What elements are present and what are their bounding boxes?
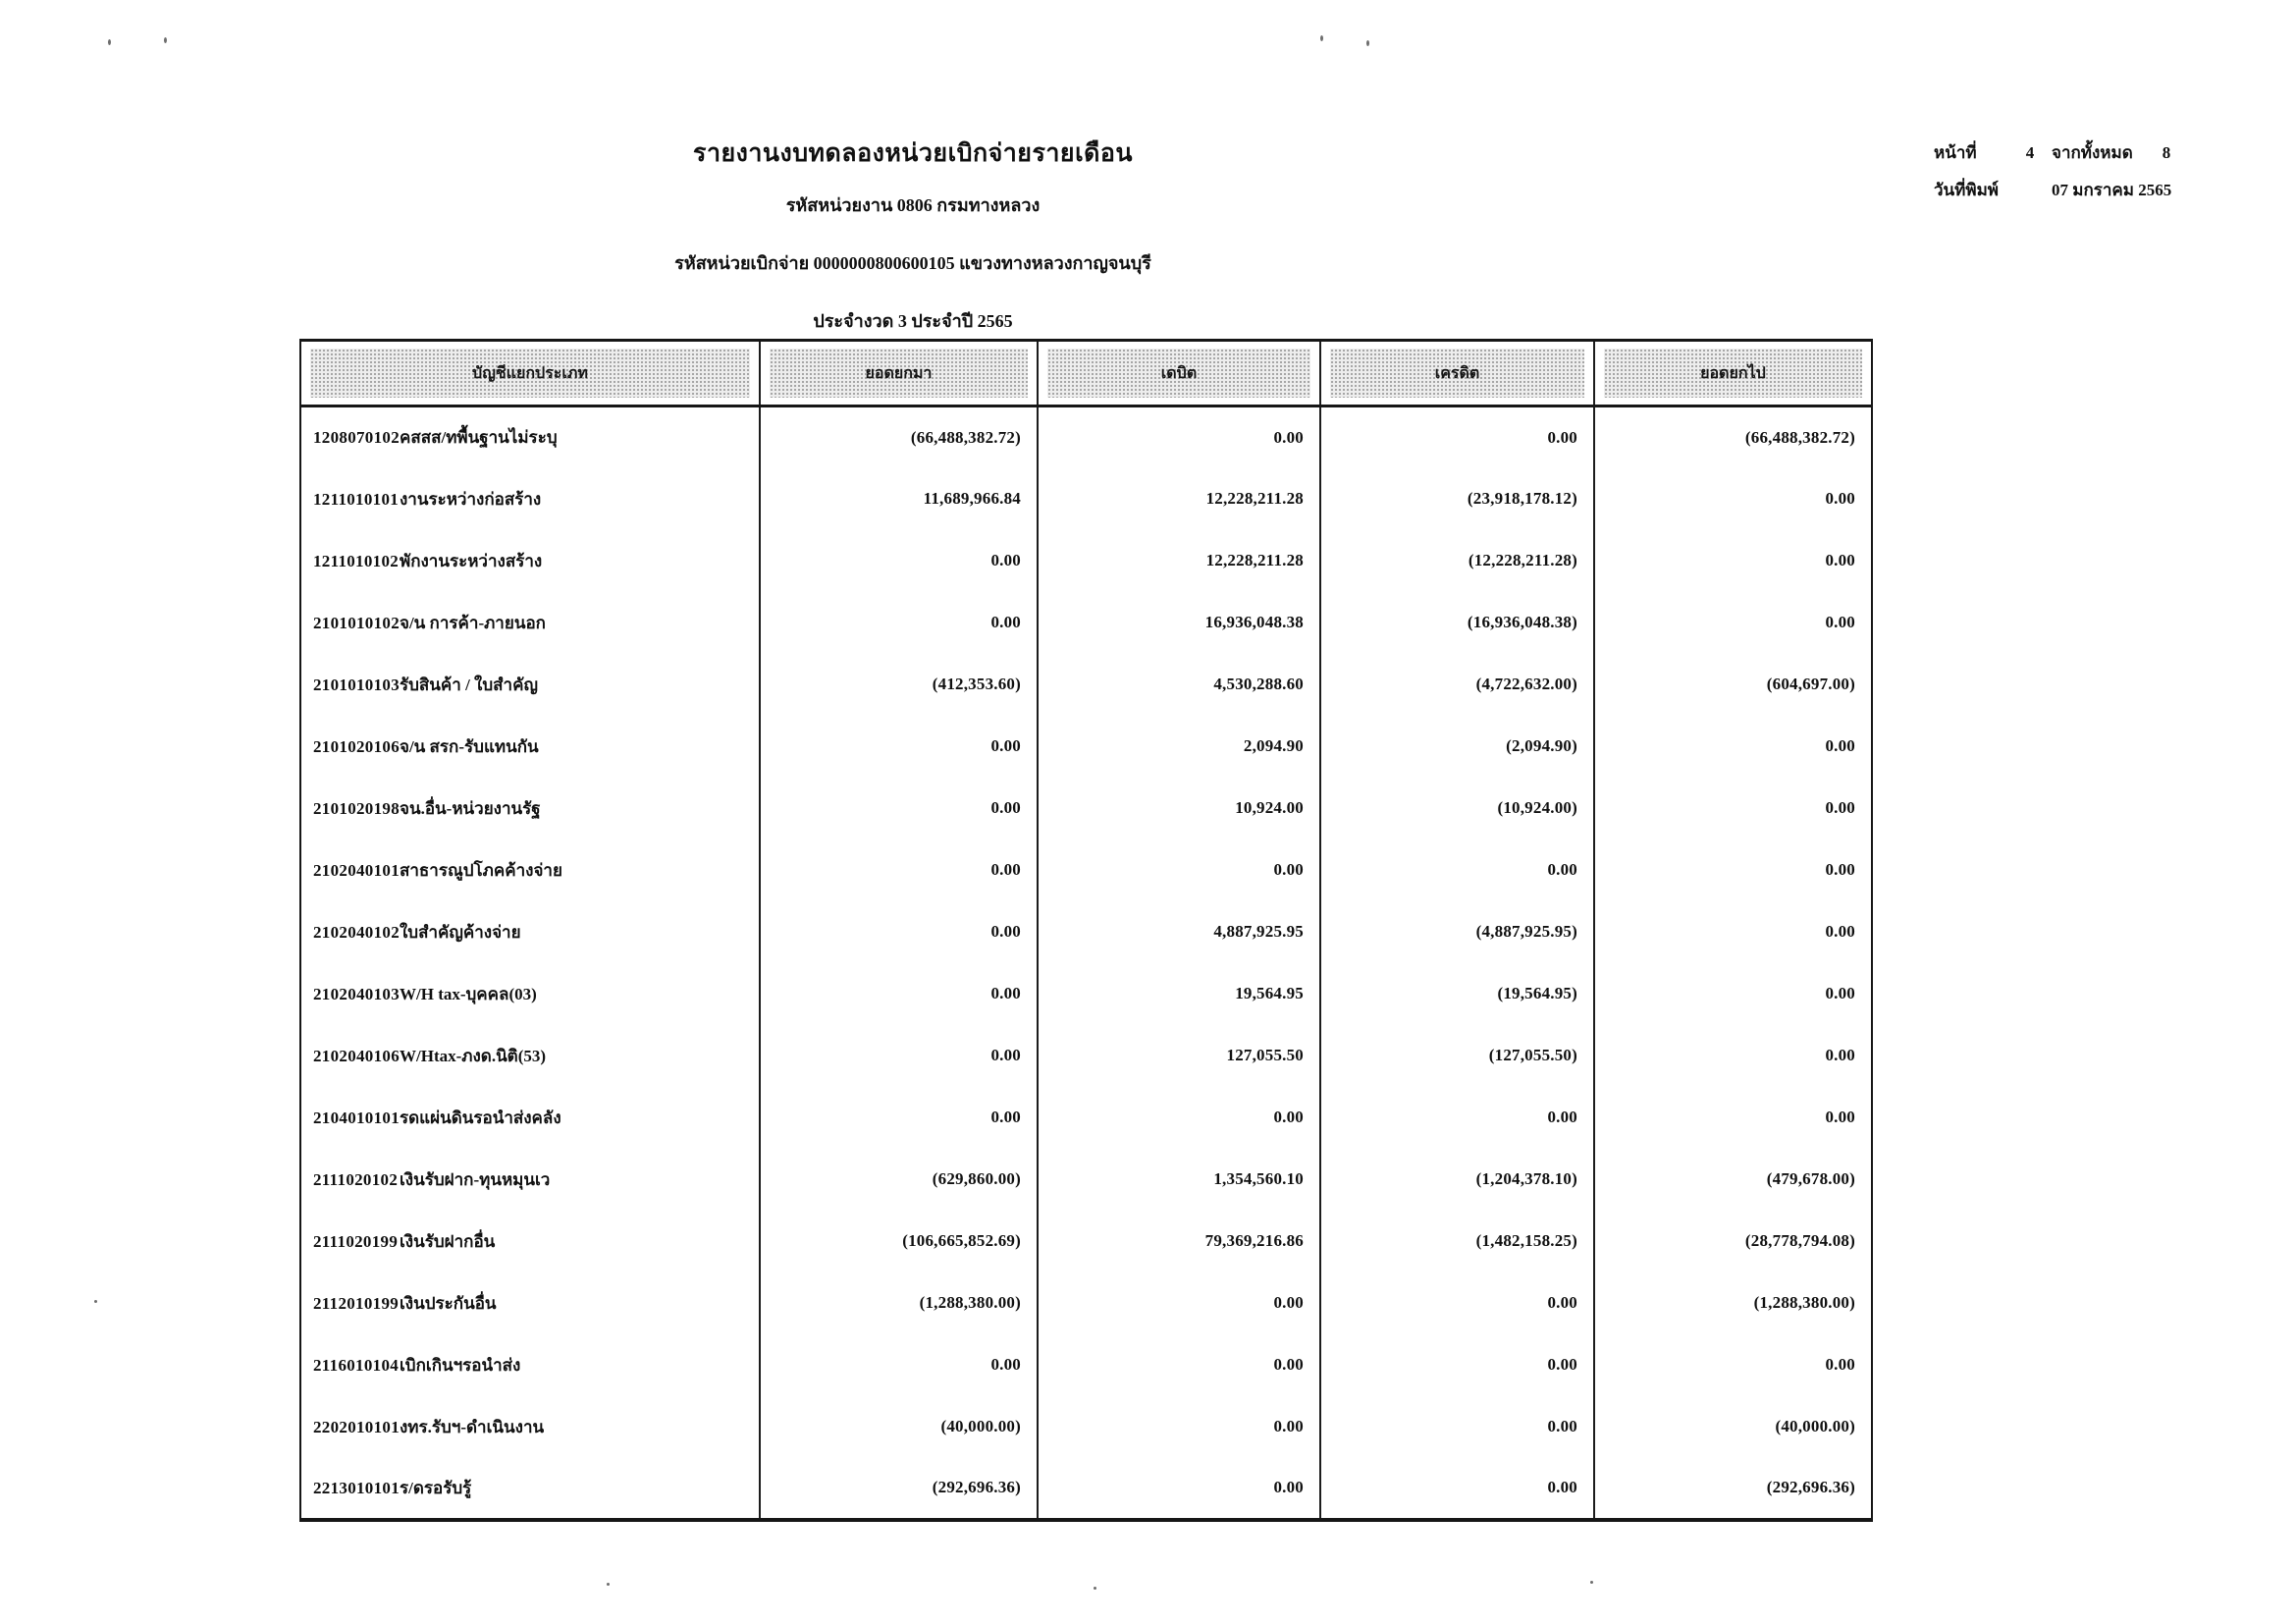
table-row (300, 1149, 1872, 1211)
debit-value: 16,936,048.38 (1038, 592, 1320, 654)
carry-forward-value: 11,689,966.84 (760, 468, 1038, 530)
scan-speck (1094, 1587, 1096, 1590)
carry-forward-value: (292,696.36) (760, 1458, 1038, 1520)
table-row (300, 406, 1872, 468)
debit-value: 0.00 (1038, 1458, 1320, 1520)
credit-value: (23,918,178.12) (1320, 468, 1594, 530)
debit-value: 0.00 (1038, 406, 1320, 468)
debit-value: 19,564.95 (1038, 963, 1320, 1025)
debit-value: 0.00 (1038, 839, 1320, 901)
table-row (300, 1087, 1872, 1149)
credit-value: (10,924.00) (1320, 778, 1594, 839)
balance-value: 0.00 (1594, 963, 1872, 1025)
account-name: งานระหว่างก่อสร้าง (400, 489, 542, 509)
disbursement-unit-line: รหัสหน่วยเบิกจ่าย 0000000800600105 แขวงทางหลวงกาญจนบุรี (674, 253, 1151, 273)
account-name: ร/ดรอรับรู้ (400, 1478, 472, 1497)
table-row (300, 839, 1872, 901)
scan-speck (1366, 40, 1369, 46)
credit-value: (2,094.90) (1320, 716, 1594, 778)
credit-value: 0.00 (1320, 406, 1594, 468)
account-code: 2102040101 (313, 860, 400, 880)
debit-value: 4,887,925.95 (1038, 901, 1320, 963)
credit-value: 0.00 (1320, 839, 1594, 901)
credit-value: 0.00 (1320, 1396, 1594, 1458)
carry-forward-value: (40,000.00) (760, 1396, 1038, 1458)
credit-value: 0.00 (1320, 1458, 1594, 1520)
account-name: จ/น การค้า-ภายนอก (400, 613, 546, 632)
credit-value: (4,887,925.95) (1320, 901, 1594, 963)
account-name: จ/น สรก-รับแทนกัน (400, 736, 539, 756)
credit-value: 0.00 (1320, 1334, 1594, 1396)
table-row (300, 1396, 1872, 1458)
column-header-account: บัญชีแยกประเภท (310, 349, 750, 398)
balance-value: 0.00 (1594, 592, 1872, 654)
account-code: 2102040106 (313, 1046, 400, 1065)
scan-speck (1320, 35, 1323, 41)
carry-forward-value: 0.00 (760, 901, 1038, 963)
account-name: เงินรับฝากอื่น (400, 1231, 496, 1251)
agency-code-line: รหัสหน่วยงาน 0806 กรมทางหลวง (785, 195, 1041, 215)
balance-value: (292,696.36) (1594, 1458, 1872, 1520)
carry-forward-value: 0.00 (760, 530, 1038, 592)
account-code: 2111020199 (313, 1231, 399, 1251)
column-header-debit: เดบิต (1047, 349, 1310, 398)
table-row (300, 1458, 1872, 1520)
print-date-label: วันที่พิมพ์ (1934, 181, 1999, 199)
balance-value: (604,697.00) (1594, 654, 1872, 716)
scan-speck (607, 1583, 610, 1586)
carry-forward-value: (412,353.60) (760, 654, 1038, 716)
column-header-balance: ยอดยกไป (1604, 349, 1862, 398)
balance-value: 0.00 (1594, 1334, 1872, 1396)
credit-value: (19,564.95) (1320, 963, 1594, 1025)
table-row (300, 716, 1872, 778)
page-label: หน้าที่ (1934, 143, 1977, 162)
table-row (300, 654, 1872, 716)
carry-forward-value: 0.00 (760, 839, 1038, 901)
table-row (300, 1025, 1872, 1087)
account-code: 2101010102 (313, 613, 400, 632)
page-number-row (1934, 139, 2268, 166)
debit-value: 0.00 (1038, 1396, 1320, 1458)
account-name: W/Htax-ภงด.นิติ(53) (400, 1046, 547, 1065)
account-name: พักงานระหว่างสร้าง (400, 551, 543, 570)
debit-value: 2,094.90 (1038, 716, 1320, 778)
carry-forward-value: 0.00 (760, 716, 1038, 778)
page-number: 4 (2025, 143, 2035, 162)
carry-forward-value: 0.00 (760, 963, 1038, 1025)
column-header-credit: เครดิต (1330, 349, 1584, 398)
debit-value: 0.00 (1038, 1334, 1320, 1396)
account-name: เบิกเกินฯรอนำส่ง (400, 1355, 521, 1375)
table-row (300, 1334, 1872, 1396)
account-code: 2116010104 (313, 1355, 400, 1375)
table-row (300, 778, 1872, 839)
balance-value: 0.00 (1594, 839, 1872, 901)
table-row (300, 1211, 1872, 1272)
carry-forward-value: (1,288,380.00) (760, 1272, 1038, 1334)
credit-value: (1,482,158.25) (1320, 1211, 1594, 1272)
carry-forward-value: (629,860.00) (760, 1149, 1038, 1211)
carry-forward-value: 0.00 (760, 1025, 1038, 1087)
account-name: รับสินค้า / ใบสำคัญ (400, 675, 538, 694)
debit-value: 0.00 (1038, 1087, 1320, 1149)
total-pages-label: จากทั้งหมด (2052, 143, 2133, 162)
trial-balance-table (299, 339, 1873, 1522)
period-line: ประจำงวด 3 ประจำปี 2565 (813, 311, 1013, 331)
balance-value: 0.00 (1594, 530, 1872, 592)
account-name: รดแผ่นดินรอนำส่งคลัง (400, 1108, 561, 1127)
credit-value: (1,204,378.10) (1320, 1149, 1594, 1211)
balance-value: (66,488,382.72) (1594, 406, 1872, 468)
total-pages: 8 (2162, 143, 2171, 162)
carry-forward-value: 0.00 (760, 1087, 1038, 1149)
account-name: งทร.รับฯ-ดำเนินงาน (400, 1417, 545, 1436)
debit-value: 79,369,216.86 (1038, 1211, 1320, 1272)
balance-value: (479,678.00) (1594, 1149, 1872, 1211)
table-row (300, 1272, 1872, 1334)
report-title: รายงานงบทดลองหน่วยเบิกจ่ายรายเดือน (693, 140, 1133, 167)
table-header-row (300, 341, 1872, 406)
credit-value: (127,055.50) (1320, 1025, 1594, 1087)
account-name: จน.อื่น-หน่วยงานรัฐ (400, 798, 541, 818)
carry-forward-value: 0.00 (760, 778, 1038, 839)
account-name: เงินประกันอื่น (400, 1293, 497, 1313)
scan-speck (108, 39, 111, 45)
table-row (300, 592, 1872, 654)
balance-value: (40,000.00) (1594, 1396, 1872, 1458)
account-code: 2202010101 (313, 1417, 400, 1436)
table-row (300, 901, 1872, 963)
account-name: สาธารณูปโภคค้างจ่าย (400, 860, 562, 880)
debit-value: 10,924.00 (1038, 778, 1320, 839)
scan-speck (1590, 1581, 1593, 1584)
table-row (300, 963, 1872, 1025)
account-code: 1208070102 (313, 428, 400, 448)
account-code: 1211010101 (313, 489, 400, 509)
carry-forward-value: (106,665,852.69) (760, 1211, 1038, 1272)
balance-value: (28,778,794.08) (1594, 1211, 1872, 1272)
account-name: คสสส/ทพื้นฐานไม่ระบุ (400, 428, 558, 448)
scan-speck (164, 37, 167, 43)
carry-forward-value: 0.00 (760, 592, 1038, 654)
debit-value: 0.00 (1038, 1272, 1320, 1334)
credit-value: (4,722,632.00) (1320, 654, 1594, 716)
document-header (589, 134, 1237, 335)
account-code: 2112010199 (313, 1293, 400, 1313)
account-name: ใบสำคัญค้างจ่าย (400, 922, 521, 942)
account-name: W/H tax-บุคคล(03) (400, 984, 537, 1003)
table-row (300, 468, 1872, 530)
print-date: 07 มกราคม 2565 (2052, 181, 2172, 199)
account-name: เงินรับฝาก-ทุนหมุนเว (400, 1169, 551, 1189)
account-code: 2111020102 (313, 1169, 399, 1189)
table-row (300, 530, 1872, 592)
page-info (1934, 139, 2268, 214)
account-code: 1211010102 (313, 551, 400, 570)
credit-value: (12,228,211.28) (1320, 530, 1594, 592)
balance-value: 0.00 (1594, 716, 1872, 778)
column-header-carry-forward: ยอดยกมา (770, 349, 1028, 398)
debit-value: 1,354,560.10 (1038, 1149, 1320, 1211)
balance-value: (1,288,380.00) (1594, 1272, 1872, 1334)
debit-value: 127,055.50 (1038, 1025, 1320, 1087)
balance-value: 0.00 (1594, 778, 1872, 839)
account-code: 2101020106 (313, 736, 400, 756)
balance-value: 0.00 (1594, 1025, 1872, 1087)
credit-value: (16,936,048.38) (1320, 592, 1594, 654)
carry-forward-value: 0.00 (760, 1334, 1038, 1396)
account-code: 2102040103 (313, 984, 400, 1003)
account-code: 2101020198 (313, 798, 400, 818)
table-body (300, 406, 1872, 1520)
balance-value: 0.00 (1594, 901, 1872, 963)
account-code: 2104010101 (313, 1108, 400, 1127)
account-code: 2101010103 (313, 675, 400, 694)
print-date-row (1934, 177, 2268, 203)
debit-value: 12,228,211.28 (1038, 530, 1320, 592)
scan-speck (94, 1300, 97, 1303)
credit-value: 0.00 (1320, 1087, 1594, 1149)
debit-value: 4,530,288.60 (1038, 654, 1320, 716)
account-code: 2102040102 (313, 922, 400, 942)
credit-value: 0.00 (1320, 1272, 1594, 1334)
carry-forward-value: (66,488,382.72) (760, 406, 1038, 468)
balance-value: 0.00 (1594, 468, 1872, 530)
balance-value: 0.00 (1594, 1087, 1872, 1149)
debit-value: 12,228,211.28 (1038, 468, 1320, 530)
account-code: 2213010101 (313, 1478, 400, 1497)
